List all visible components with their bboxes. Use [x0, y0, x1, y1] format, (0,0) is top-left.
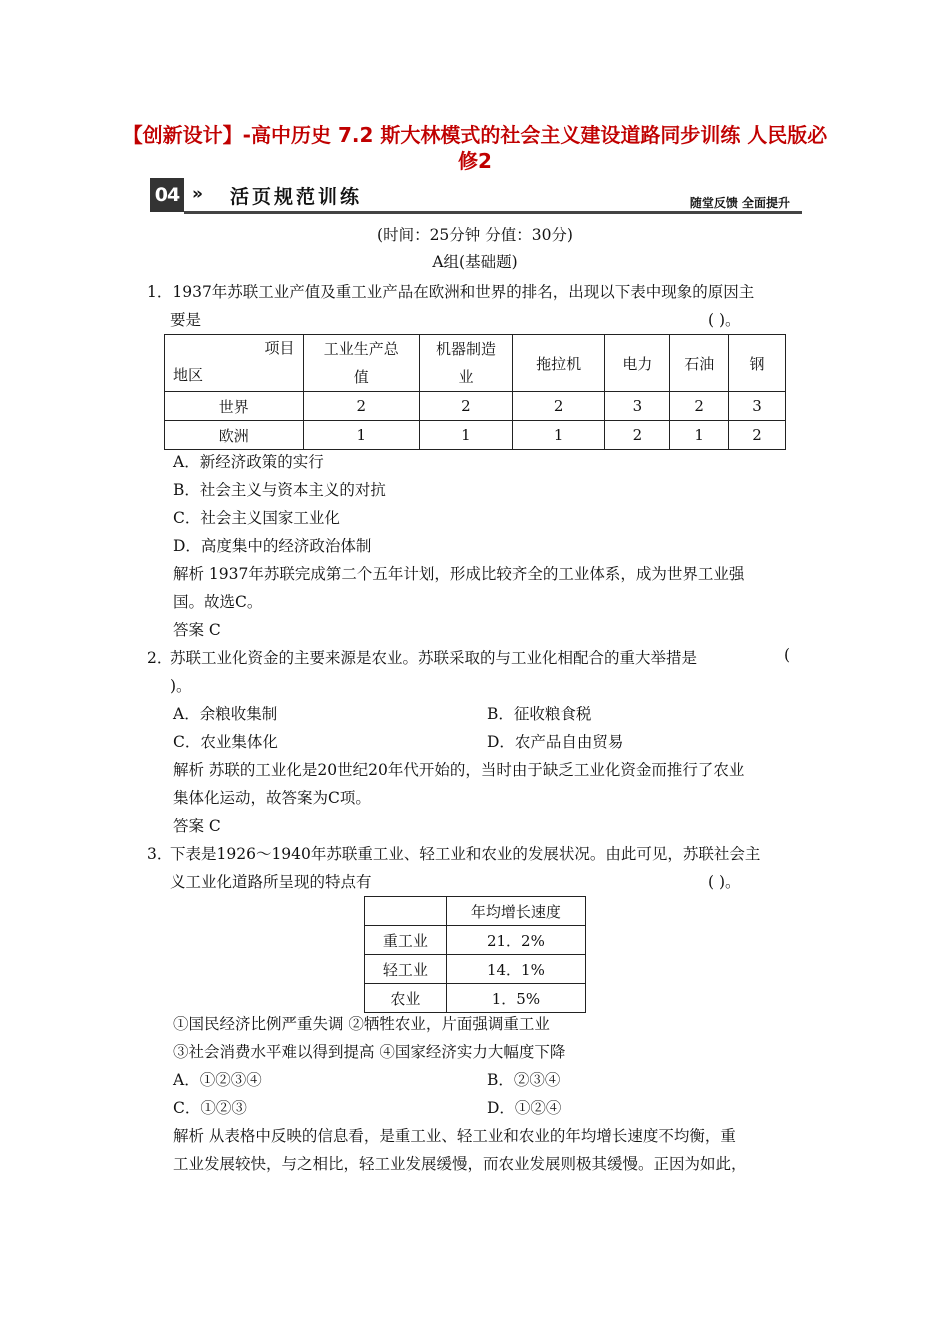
question-3-option-d: D．①②④	[487, 1099, 562, 1117]
section-number-badge: 04	[150, 178, 184, 212]
table-row	[365, 926, 586, 955]
table-row	[165, 392, 786, 421]
question-2-analysis-line2: 集体化运动，故答案为C项。	[173, 789, 371, 807]
table-header-cell: 钢	[729, 335, 786, 392]
question-1-option-c: C．社会主义国家工业化	[173, 509, 340, 527]
table-header-cell: 工业生产总 值	[303, 335, 420, 392]
question-2-analysis-line1: 解析 苏联的工业化是20世纪20年代开始的，当时由于缺乏工业化资金而推行了农业	[173, 761, 745, 779]
table-header-cell: 电力	[605, 335, 670, 392]
table-cell: 14．1%	[446, 955, 585, 984]
question-2-paren-open: (	[784, 646, 791, 664]
table-header-cell: 年均增长速度	[446, 897, 585, 926]
question-3-statements-line1: ①国民经济比例严重失调 ②牺牲农业，片面强调重工业	[173, 1015, 550, 1033]
table-cell: 2	[303, 392, 420, 421]
table-row	[365, 955, 586, 984]
question-1-option-d: D．高度集中的经济政治体制	[173, 537, 372, 555]
question-1-option-b: B．社会主义与资本主义的对抗	[173, 481, 386, 499]
group-heading: A组(基础题)	[432, 253, 518, 271]
table-cell: 1	[420, 421, 513, 450]
table-header-cell: 石油	[670, 335, 729, 392]
table-cell: 21．2%	[446, 926, 585, 955]
table-cell: 3	[729, 392, 786, 421]
question-3-option-a: A．①②③④	[173, 1071, 262, 1089]
table-cell: 1．5%	[446, 984, 585, 1013]
question-2-text-line2: )。	[170, 677, 192, 695]
question-2-option-d: D．农产品自由贸易	[487, 733, 624, 751]
question-1-table	[164, 334, 786, 450]
question-3-number: 3．	[147, 845, 173, 863]
table-cell: 2	[605, 421, 670, 450]
table-cell: 2	[670, 392, 729, 421]
table-cell: 3	[605, 392, 670, 421]
question-3-analysis-line2: 工业发展较快，与之相比，轻工业发展缓慢，而农业发展则极其缓慢。正因为如此，	[173, 1155, 747, 1173]
question-3-analysis-line1: 解析 从表格中反映的信息看，是重工业、轻工业和农业的年均增长速度不均衡，重	[173, 1127, 736, 1145]
question-2-answer: 答案 C	[173, 817, 221, 835]
question-1-text-line1: 1．1937年苏联工业产值及重工业产品在欧洲和世界的排名，出现以下表中现象的原因主	[147, 283, 755, 301]
question-3-table	[364, 896, 586, 1013]
question-2-option-b: B．征收粮食税	[487, 705, 592, 723]
document-title: 【创新设计】-高中历史 7.2 斯大林模式的社会主义建设道路同步训练 人民版必修2	[122, 123, 828, 173]
section-title: 活页规范训练	[230, 186, 363, 208]
section-banner	[150, 178, 802, 214]
table-cell: 1	[303, 421, 420, 450]
table-header-cell: 拖拉机	[512, 335, 605, 392]
question-1-analysis-line1: 解析 1937年苏联完成第二个五年计划，形成比较齐全的工业体系，成为世界工业强	[173, 565, 745, 583]
question-3-answer-blank: ( )。	[708, 873, 741, 891]
chevron-icon: »	[192, 184, 203, 204]
table-corner-cell	[165, 335, 304, 392]
question-1-text-line2: 要是	[170, 311, 202, 329]
table-row-label: 世界	[165, 392, 304, 421]
question-3-statements-line2: ③社会消费水平难以得到提高 ④国家经济实力大幅度下降	[173, 1043, 566, 1061]
table-row-label: 轻工业	[365, 955, 447, 984]
question-1-analysis-line2: 国。故选C。	[173, 593, 263, 611]
banner-divider	[184, 211, 802, 214]
question-3-option-b: B．②③④	[487, 1071, 561, 1089]
table-header-cell: 机器制造 业	[420, 335, 513, 392]
table-cell: 2	[420, 392, 513, 421]
table-cell: 2	[729, 421, 786, 450]
question-2-number: 2．	[147, 649, 173, 667]
table-row-label: 农业	[365, 984, 447, 1013]
table-corner-cell	[365, 897, 447, 926]
table-row	[365, 984, 586, 1013]
time-score-info: (时间：25分钟 分值：30分)	[377, 226, 573, 244]
table-row	[165, 421, 786, 450]
question-1-option-a: A．新经济政策的实行	[173, 453, 324, 471]
question-1-answer-blank: ( )。	[708, 311, 741, 329]
question-3-option-c: C．①②③	[173, 1099, 247, 1117]
section-tagline: 随堂反馈 全面提升	[689, 196, 790, 210]
table-row-label: 欧洲	[165, 421, 304, 450]
table-cell: 2	[512, 392, 605, 421]
corner-label-region: 地区	[173, 366, 204, 384]
question-1-answer: 答案 C	[173, 621, 221, 639]
question-3-text-line2: 义工业化道路所呈现的特点有	[170, 873, 372, 891]
question-3-text-line1: 下表是1926～1940年苏联重工业、轻工业和农业的发展状况。由此可见，苏联社会主	[170, 845, 761, 863]
question-2-option-c: C．农业集体化	[173, 733, 278, 751]
question-2-option-a: A．余粮收集制	[173, 705, 278, 723]
table-cell: 1	[512, 421, 605, 450]
table-row-label: 重工业	[365, 926, 447, 955]
corner-label-item: 项目	[264, 339, 295, 357]
question-2-text-line1: 苏联工业化资金的主要来源是农业。苏联采取的与工业化相配合的重大举措是	[170, 649, 698, 667]
table-cell: 1	[670, 421, 729, 450]
